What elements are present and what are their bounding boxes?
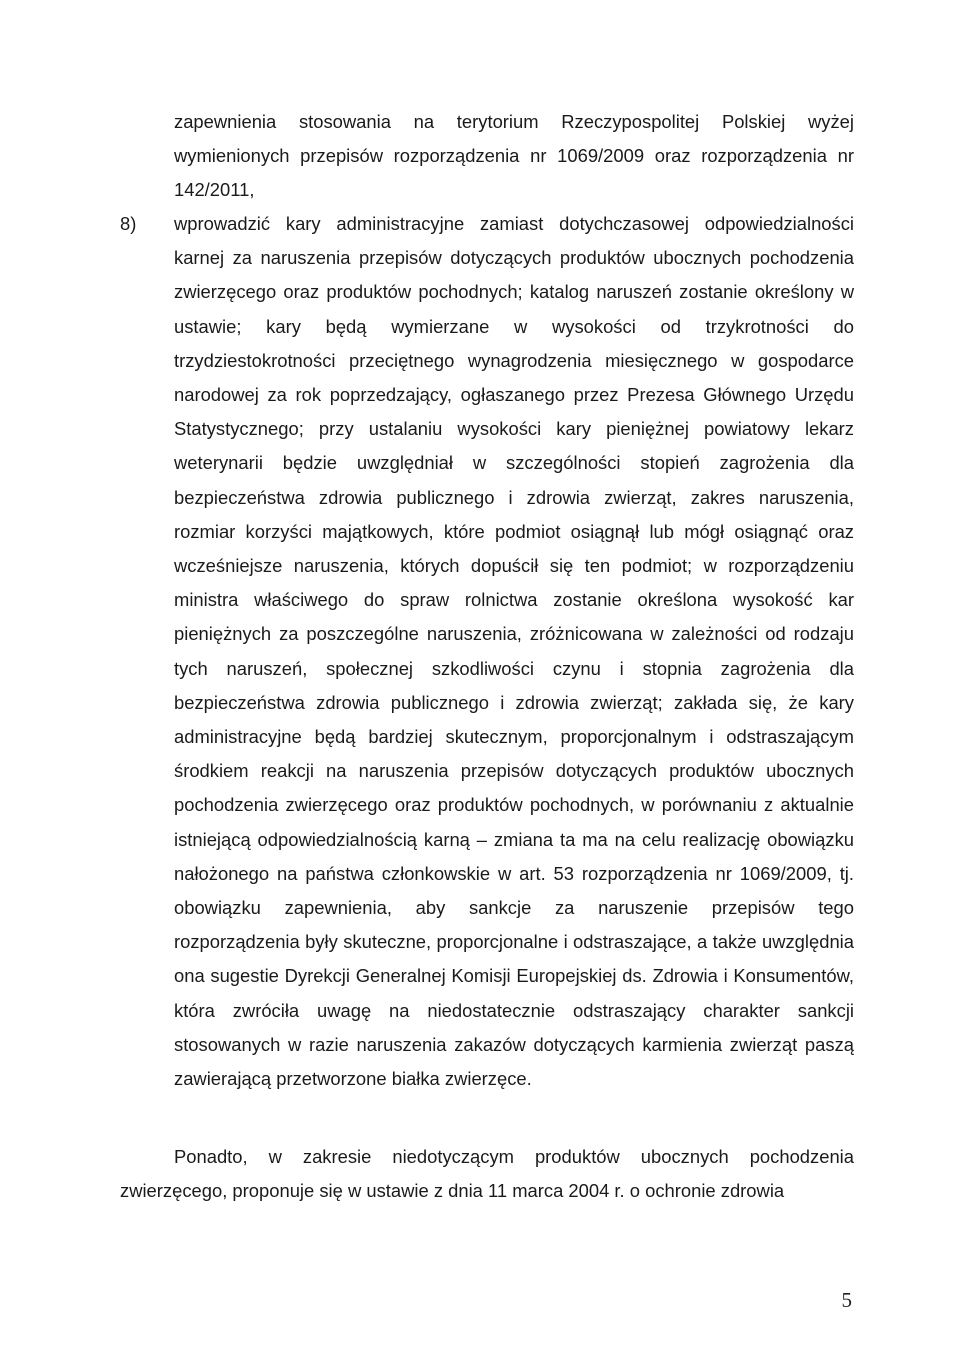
page-number: 5 — [841, 1288, 852, 1312]
list-item-8 — [120, 207, 854, 1096]
closing-paragraph: Ponadto, w zakresie niedotyczącym produktów ubocznych pochodzenia zwierzęcego, proponuje się w ustawie z dnia 11 marca 2004 r. o ochronie zdrowia — [120, 1146, 854, 1202]
list-item-text: wprowadzić kary administracyjne zamiast dotychczasowej odpowiedzialności karnej za naruszenia przepisów dotyczących produktów ubocznych pochodzenia zwierzęcego oraz produktów pochodnych; katalog naruszeń zostanie określony w ustawie; kary będą wymierzane w wysokości od trzykrotności do trzydziestokrotności przeciętnego wynagrodzenia miesięcznego w gospodarce narodowej za rok poprzedzający, ogłaszanego przez Prezesa Głównego Urzędu Statystycznego; przy ustalaniu wysokości kary pieniężnej powiatowy lekarz weterynarii będzie uwzględniał w szczególności stopień zagrożenia dla bezpieczeństwa zdrowia publicznego i zdrowia zwierząt, zakres naruszenia, rozmiar korzyści majątkowych, które podmiot osiągnął lub mógł osiągnąć oraz wcześniejsze naruszenia, których dopuścił się ten podmiot; w rozporządzeniu ministra właściwego do spraw rolnictwa zostanie określona wysokość kar pieniężnych za poszczególne naruszenia, zróżnicowana w zależności od rodzaju tych naruszeń, społecznej szkodliwości czynu i stopnia zagrożenia dla bezpieczeństwa zdrowia publicznego i zdrowia zwierząt; zakłada się, że kary administracyjne będą bardziej skutecznym, proporcjonalnym i odstraszającym środkiem reakcji na naruszenia przepisów dotyczących produktów ubocznych pochodzenia zwierzęcego oraz produktów pochodnych, w porównaniu z aktualnie istniejącą odpowiedzialnością karną – zmiana ta ma na celu realizację obowiązku nałożonego na państwa członkowskie w art. 53 rozporządzenia nr 1069/2009, tj. obowiązku zapewnienia, aby sankcje za naruszenie przepisów tego rozporządzenia były skuteczne, proporcjonalne i odstraszające, a także uwzględnia ona sugestie Dyrekcji Generalnej Komisji Europejskiej ds. Zdrowia i Konsumentów, która zwróciła uwagę na niedostatecznie odstraszający charakter sankcji stosowanych w razie naruszenia zakazów dotyczących karmienia zwierząt paszą zawierającą przetworzone białka zwierzęce. — [174, 213, 854, 1090]
list-item-marker: 8) — [120, 213, 137, 234]
continuation-paragraph: zapewnienia stosowania na terytorium Rzeczypospolitej Polskiej wyżej wymienionych przepisów rozporządzenia nr 1069/2009 oraz rozporządzenia nr 142/2011, — [174, 111, 854, 201]
